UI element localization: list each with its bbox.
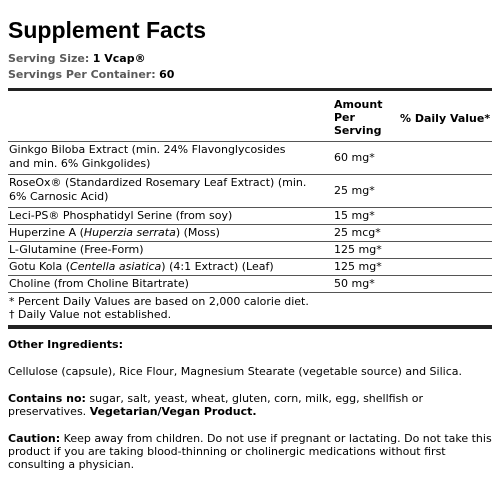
ingredient-amount: 125 mg* bbox=[334, 243, 382, 256]
vegan-emphasis: Vegetarian/Vegan Product. bbox=[89, 405, 257, 418]
serving-size-value: 1 Vcap® bbox=[92, 52, 146, 65]
other-ingredients-heading: Other Ingredients: bbox=[8, 338, 123, 351]
ingredient-name: Leci-PS® Phosphatidyl Serine (from soy) bbox=[9, 209, 233, 222]
serving-size-label: Serving Size: bbox=[8, 52, 90, 65]
table-row bbox=[8, 175, 492, 208]
table-header bbox=[8, 91, 492, 142]
ingredient-name-pre: Gotu Kola ( bbox=[9, 260, 71, 273]
caution-label: Caution: bbox=[8, 432, 61, 445]
contains-no-paragraph bbox=[8, 392, 492, 418]
table-row bbox=[8, 225, 492, 242]
table-row bbox=[8, 259, 492, 276]
ingredient-name: Choline (from Choline Bitartrate) bbox=[9, 277, 189, 290]
ingredient-amount: 25 mcg* bbox=[334, 226, 381, 239]
ingredient-name: L-Glutamine (Free-Form) bbox=[9, 243, 144, 256]
ingredient-amount: 50 mg* bbox=[334, 277, 375, 290]
contains-no-label: Contains no: bbox=[8, 392, 86, 405]
table-row bbox=[8, 208, 492, 225]
contains-no-text: sugar, salt, yeast, wheat, gluten, corn, milk, egg, shellfish or preservatives. bbox=[8, 392, 424, 418]
servings-per-container-line bbox=[8, 67, 492, 83]
ingredient-amount: 60 mg* bbox=[334, 151, 375, 164]
servings-per-container-label: Servings Per Container: bbox=[8, 68, 156, 81]
ingredient-name-post: ) (Moss) bbox=[175, 226, 220, 239]
ingredient-name: RoseOx® (Standardized Rosemary Leaf Extract) (min. 6% Carnosic Acid) bbox=[9, 176, 307, 203]
ingredient-name bbox=[8, 259, 309, 274]
ingredient-latin-name: Centella asiatica bbox=[70, 260, 162, 273]
serving-info bbox=[8, 51, 492, 83]
footnotes bbox=[8, 293, 492, 323]
table-row bbox=[8, 142, 492, 175]
dagger-footnote: † Daily Value not established. bbox=[9, 308, 172, 321]
heavy-divider bbox=[8, 325, 492, 329]
supplement-facts-panel bbox=[8, 0, 492, 471]
serving-size-line bbox=[8, 51, 492, 67]
daily-value-header: % Daily Value* bbox=[400, 112, 491, 125]
panel-title: Supplement Facts bbox=[8, 17, 207, 43]
ingredient-amount: 25 mg* bbox=[334, 184, 375, 197]
ingredient-name bbox=[8, 225, 309, 240]
ingredient-amount: 125 mg* bbox=[334, 260, 382, 273]
ingredient-name-pre: Huperzine A ( bbox=[9, 226, 84, 239]
ingredient-latin-name: Huperzia serrata bbox=[83, 226, 176, 239]
caution-paragraph bbox=[8, 432, 492, 471]
ingredient-name-post: ) (4:1 Extract) (Leaf) bbox=[161, 260, 274, 273]
table-row bbox=[8, 276, 492, 293]
servings-per-container-value: 60 bbox=[159, 68, 175, 81]
caution-text: Keep away from children. Do not use if pregnant or lactating. Do not take this product if you are taking blood-thinning or cholinergic medications without first consulting a physician. bbox=[8, 432, 492, 471]
daily-value-footnote: * Percent Daily Values are based on 2,000 calorie diet. bbox=[9, 295, 309, 308]
amount-per-serving-header: Amount Per Serving bbox=[334, 98, 383, 137]
table-row bbox=[8, 242, 492, 259]
ingredient-name: Ginkgo Biloba Extract (min. 24% Flavonglycosides and min. 6% Ginkgolides) bbox=[9, 143, 286, 170]
ingredient-amount: 15 mg* bbox=[334, 209, 375, 222]
other-ingredients-text: Cellulose (capsule), Rice Flour, Magnesium Stearate (vegetable source) and Silica. bbox=[8, 365, 462, 378]
